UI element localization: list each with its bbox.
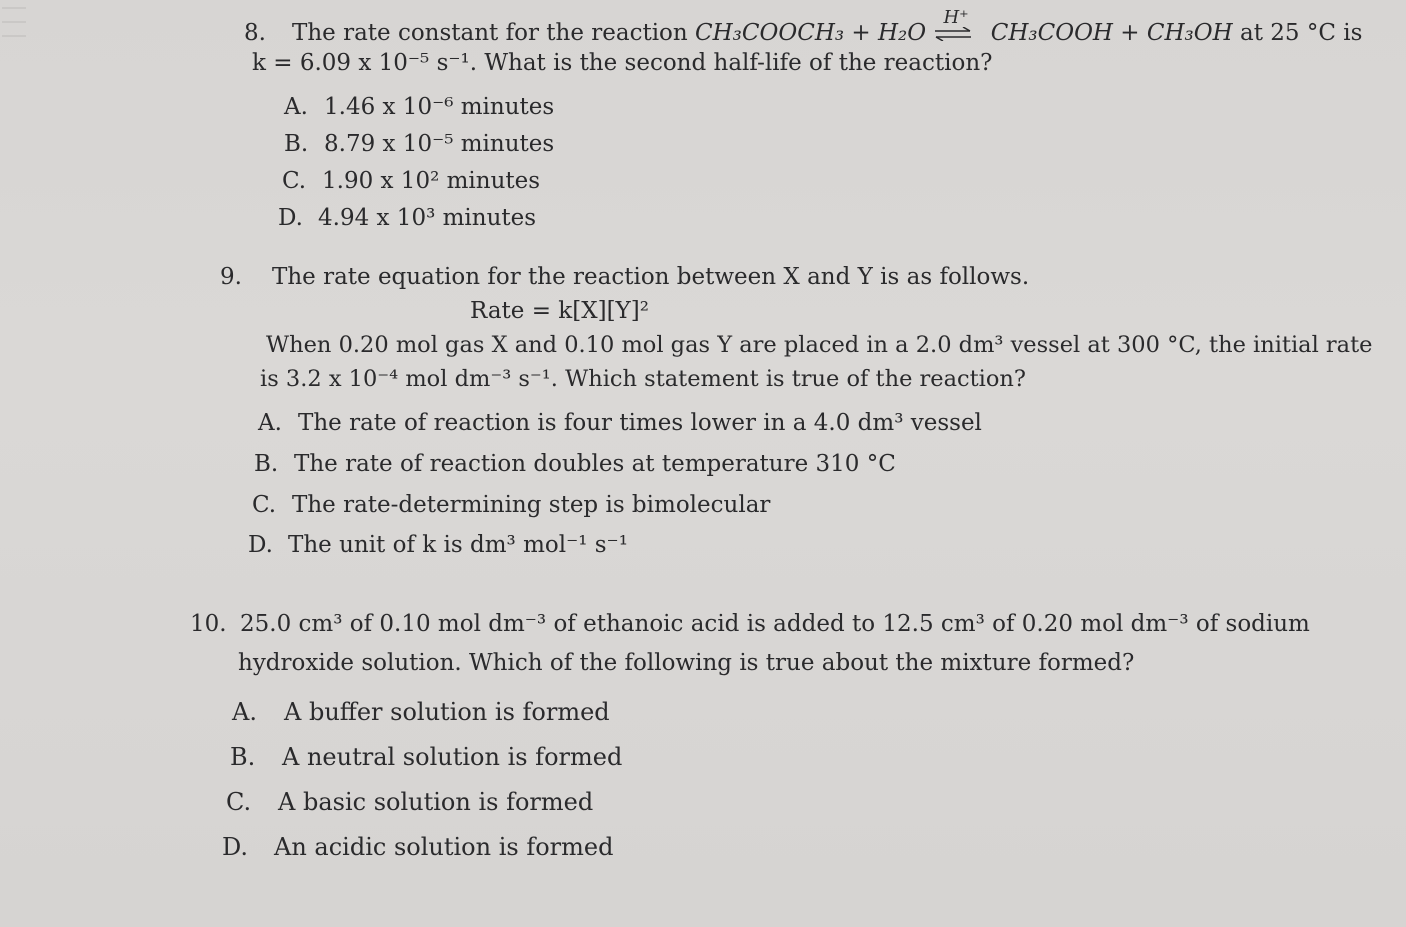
option-letter: D. [248, 532, 273, 558]
question-8-option-c[interactable] [282, 168, 540, 194]
option-text: 8.79 x 10⁻⁵ minutes [324, 131, 555, 157]
reaction-products: CH₃COOH + CH₃OH [990, 20, 1233, 46]
option-letter: A. [258, 410, 282, 436]
question-9-number: 9. [220, 264, 242, 290]
option-text: 1.46 x 10⁻⁶ minutes [324, 94, 555, 120]
option-text: A buffer solution is formed [284, 698, 610, 726]
question-8-option-a[interactable] [284, 94, 554, 120]
rate-constant-value: k = 6.09 x 10⁻⁵ s⁻¹. [252, 50, 478, 76]
question-9-stem: The rate equation for the reaction between X and Y is as follows. [272, 264, 1030, 290]
option-text: The rate of reaction doubles at temperature 310 °C [294, 451, 896, 477]
question-10-line-2: hydroxide solution. Which of the following is true about the mixture formed? [238, 650, 1135, 676]
option-text: A neutral solution is formed [282, 743, 623, 771]
option-letter: B. [254, 451, 279, 477]
reaction-temperature: at 25 °C is [1240, 20, 1363, 46]
question-9-line-3: is 3.2 x 10⁻⁴ mol dm⁻³ s⁻¹. Which statement is true of the reaction? [260, 366, 1026, 392]
question-8-option-d[interactable] [278, 205, 536, 231]
question-9-line-1 [220, 260, 1029, 294]
catalyst-label: H⁺ [943, 7, 969, 28]
question-9-option-c[interactable] [252, 492, 770, 518]
question-8-number: 8. [244, 20, 266, 46]
question-8-line-2 [252, 46, 992, 80]
option-text: An acidic solution is formed [274, 833, 614, 861]
question-9-option-b[interactable] [254, 451, 896, 477]
question-10-option-a[interactable] [232, 698, 610, 726]
question-10-number: 10. [190, 611, 227, 637]
margin-binding-marks [0, 0, 30, 60]
question-9-option-d[interactable] [248, 532, 628, 558]
question-8-line-1 [244, 7, 1363, 50]
question-10-option-d[interactable] [222, 833, 613, 861]
equilibrium-arrow [933, 7, 983, 41]
question-8-option-b[interactable] [284, 131, 554, 157]
question-10-stem: 25.0 cm³ of 0.10 mol dm⁻³ of ethanoic acid is added to 12.5 cm³ of 0.20 mol dm⁻³ of sodium [240, 611, 1310, 637]
option-letter: B. [230, 743, 256, 771]
question-9-line-2: When 0.20 mol gas X and 0.10 mol gas Y are placed in a 2.0 dm³ vessel at 300 °C, the initial rate [266, 332, 1373, 358]
option-text: The rate-determining step is bimolecular [292, 492, 771, 518]
reaction-reactants: CH₃COOCH₃ + H₂O [695, 20, 927, 46]
option-letter: A. [232, 698, 257, 726]
question-10-option-c[interactable] [226, 788, 593, 816]
option-letter: C. [252, 492, 277, 518]
option-letter: B. [284, 131, 309, 157]
question-8-stem: The rate constant for the reaction [292, 20, 688, 46]
option-text: 4.94 x 10³ minutes [318, 205, 537, 231]
option-text: The unit of k is dm³ mol⁻¹ s⁻¹ [288, 532, 628, 558]
option-letter: D. [278, 205, 303, 231]
question-8-question: What is the second half-life of the reaction? [484, 50, 993, 76]
option-letter: D. [222, 833, 249, 861]
option-text: 1.90 x 10² minutes [322, 168, 541, 194]
option-letter: C. [226, 788, 252, 816]
option-text: The rate of reaction is four times lower in a 4.0 dm³ vessel [298, 410, 982, 436]
option-text: A basic solution is formed [278, 788, 594, 816]
rate-equation: Rate = k[X][Y]² [470, 298, 649, 324]
question-9-option-a[interactable] [258, 410, 982, 436]
question-10-line-1 [190, 607, 1310, 641]
option-letter: A. [284, 94, 308, 120]
option-letter: C. [282, 168, 307, 194]
question-10-option-b[interactable] [230, 743, 622, 771]
